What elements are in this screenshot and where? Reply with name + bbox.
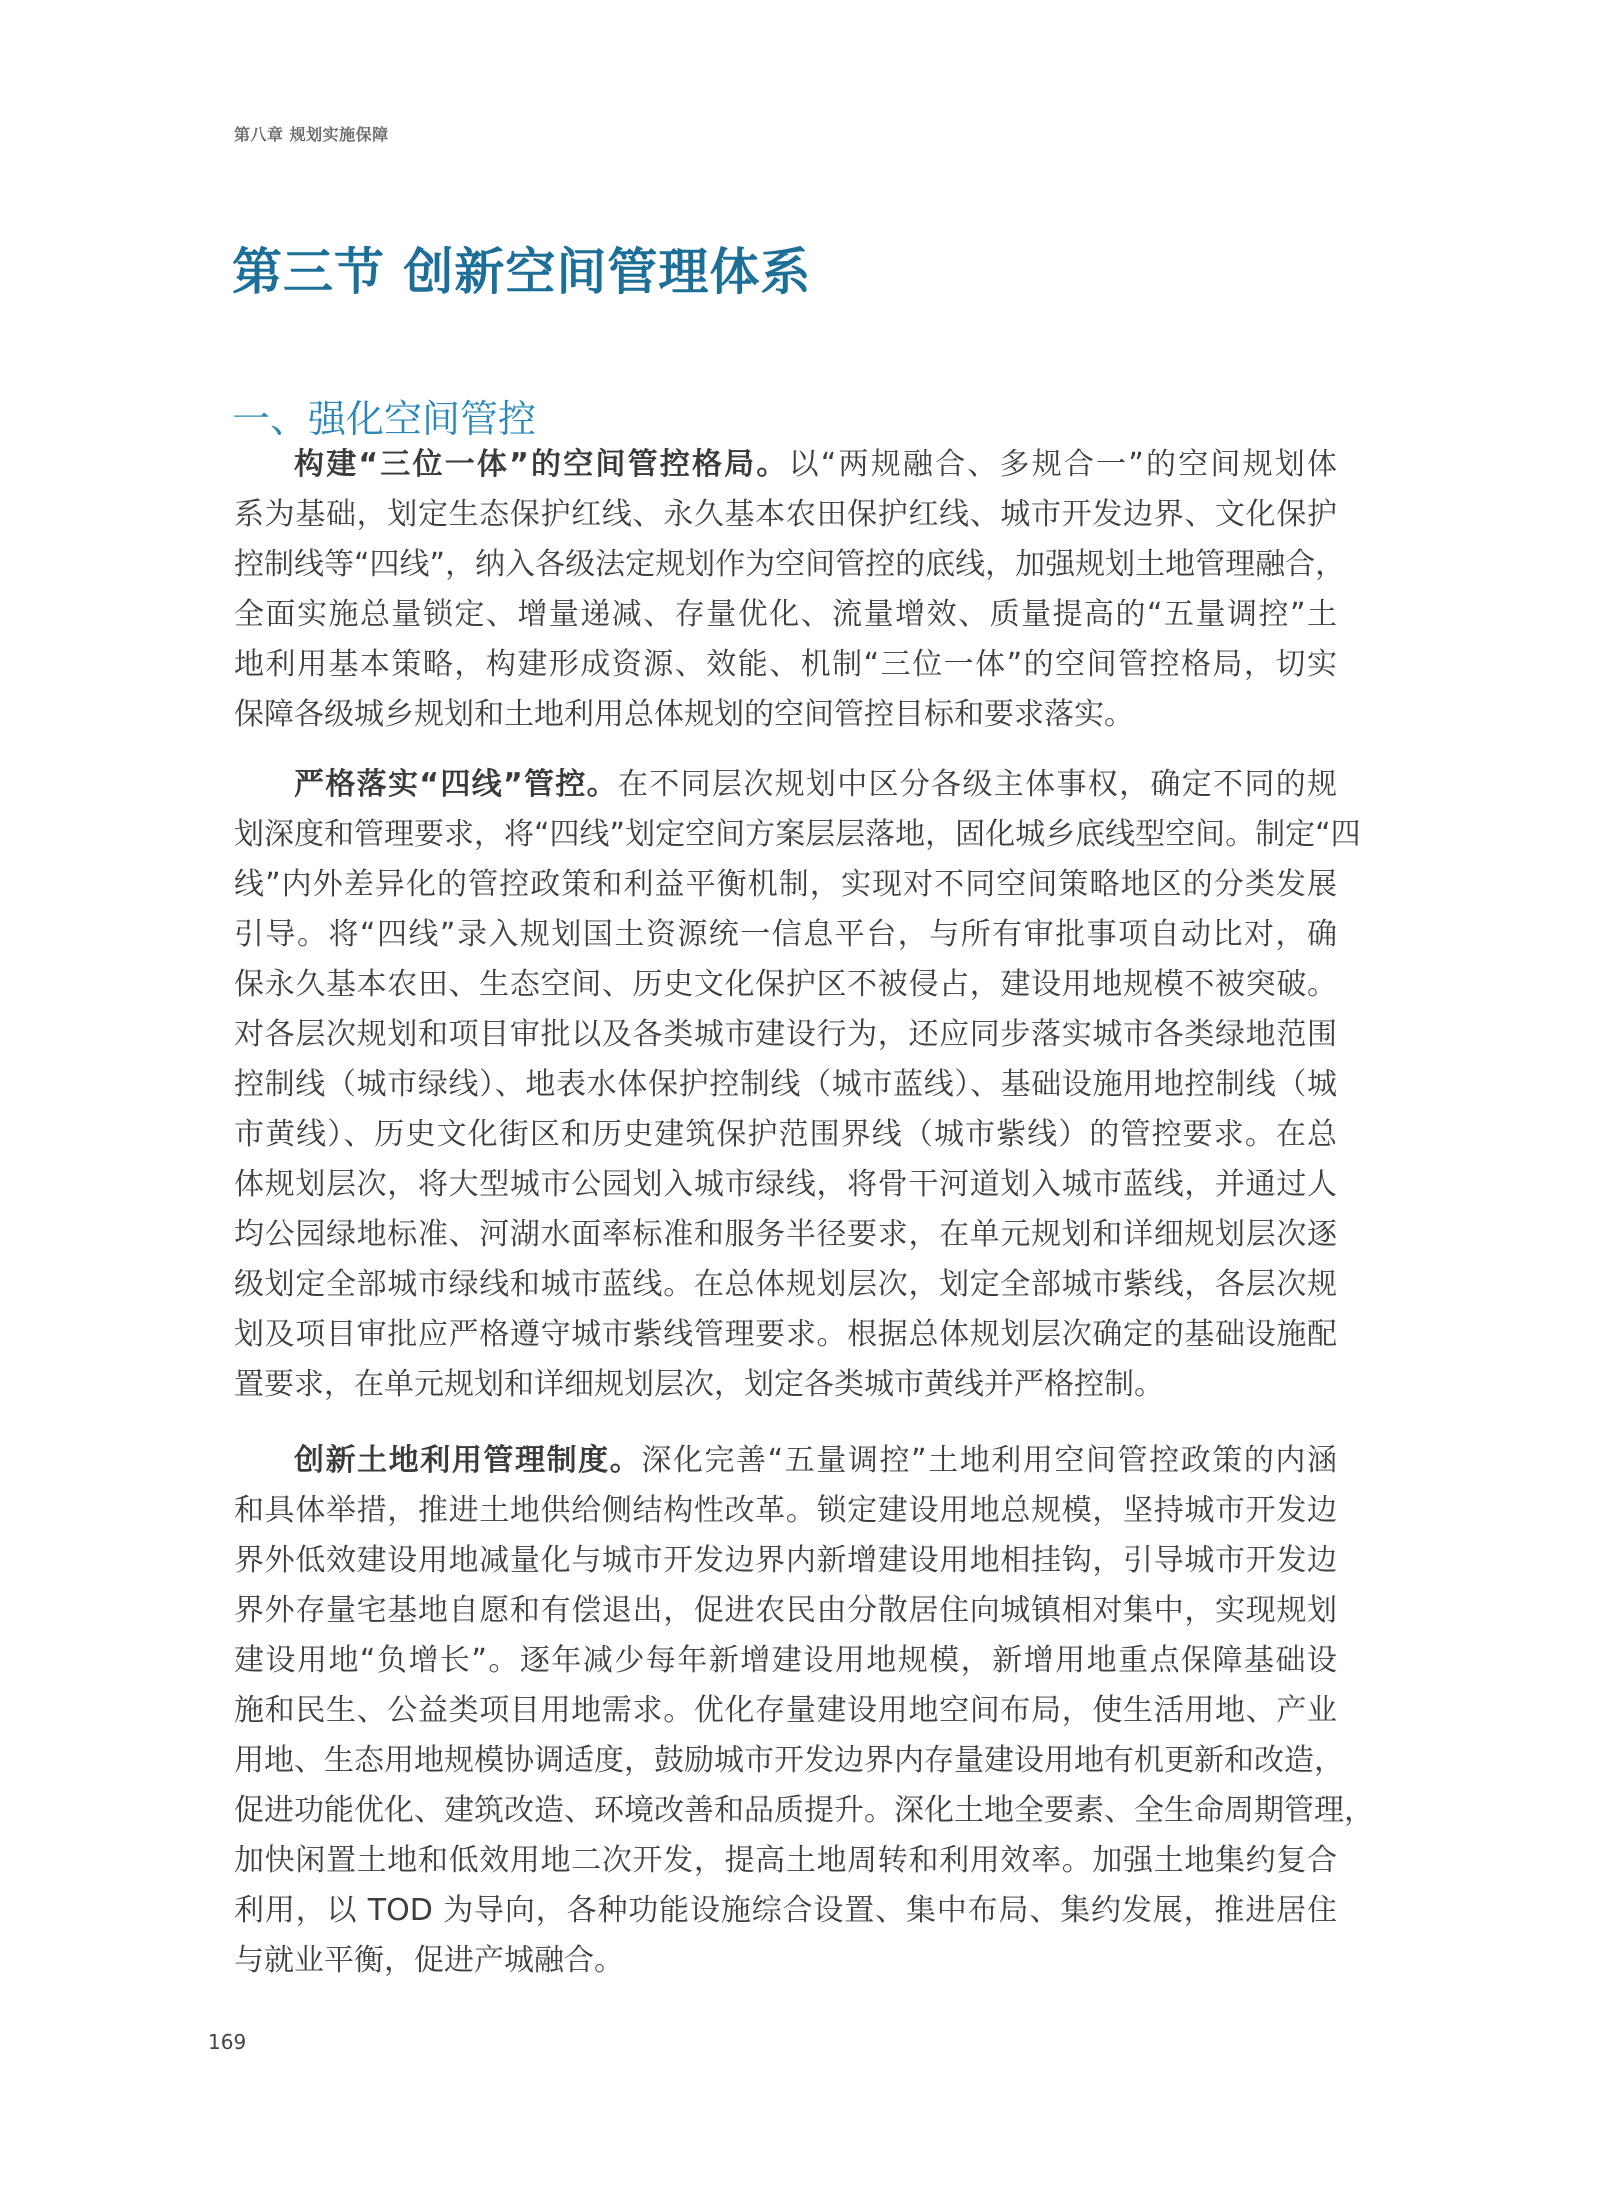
paragraph-line: 级划定全部城市绿线和城市蓝线。在总体规划层次，划定全部城市紫线，各层次规 — [234, 1267, 1337, 1302]
paragraph-line — [234, 760, 1337, 810]
paragraph-line: 地利用基本策略，构建形成资源、效能、机制“三位一体”的空间管控格局，切实 — [234, 647, 1337, 682]
paragraph-line: 与就业平衡，促进产城融合。 — [234, 1943, 624, 1978]
paragraph-3 — [234, 1436, 1374, 1986]
paragraph-line: 加快闲置土地和低效用地二次开发，提高土地周转和利用效率。加强土地集约复合 — [234, 1843, 1337, 1878]
paragraph-text: 以“两规融合、多规合一”的空间规划体 — [788, 447, 1337, 482]
paragraph-lead: 严格落实“四线”管控。 — [294, 767, 618, 802]
paragraph-line: 全面实施总量锁定、增量递减、存量优化、流量增效、质量提高的“五量调控”土 — [234, 597, 1337, 632]
subheading: 一、强化空间管控 — [232, 397, 537, 441]
paragraph-line — [234, 1436, 1337, 1486]
paragraph-lead: 创新土地利用管理制度。 — [294, 1443, 642, 1478]
paragraph-lead: 构建“三位一体”的空间管控格局。 — [294, 447, 789, 482]
running-head: 第八章 规划实施保障 — [234, 125, 389, 144]
paragraph-text: 深化完善“五量调控”土地利用空间管控政策的内涵 — [641, 1443, 1338, 1478]
paragraph-line: 对各层次规划和项目审批以及各类城市建设行为，还应同步落实城市各类绿地范围 — [234, 1017, 1337, 1052]
paragraph-line: 和具体举措，推进土地供给侧结构性改革。锁定建设用地总规模，坚持城市开发边 — [234, 1493, 1337, 1528]
paragraph-line: 控制线等“四线”，纳入各级法定规划作为空间管控的底线，加强规划土地管理融合， — [234, 547, 1346, 582]
paragraph-line: 施和民生、公益类项目用地需求。优化存量建设用地空间布局，使生活用地、产业 — [234, 1693, 1337, 1728]
paragraph-line: 保永久基本农田、生态空间、历史文化保护区不被侵占，建设用地规模不被突破。 — [234, 967, 1337, 1002]
paragraph-line: 利用，以 TOD 为导向，各种功能设施综合设置、集中布局、集约发展，推进居住 — [234, 1893, 1337, 1928]
paragraph-line: 市黄线）、历史文化街区和历史建筑保护范围界线（城市紫线）的管控要求。在总 — [234, 1117, 1337, 1152]
paragraph-line: 体规划层次，将大型城市公园划入城市绿线，将骨干河道划入城市蓝线，并通过人 — [234, 1167, 1337, 1202]
paragraph-line: 建设用地“负增长”。逐年减少每年新增建设用地规模，新增用地重点保障基础设 — [234, 1643, 1337, 1678]
paragraph-line: 用地、生态用地规模协调适度，鼓励城市开发边界内存量建设用地有机更新和改造， — [234, 1743, 1344, 1778]
paragraph-line: 均公园绿地标准、河湖水面率标准和服务半径要求，在单元规划和详细规划层次逐 — [234, 1217, 1337, 1252]
section-title: 第三节 创新空间管理体系 — [232, 243, 812, 301]
paragraph-text: 在不同层次规划中区分各级主体事权，确定不同的规 — [617, 767, 1338, 802]
page-number: 169 — [208, 2030, 247, 2054]
paragraph-1 — [234, 440, 1346, 740]
paragraph-line: 线”内外差异化的管控政策和利益平衡机制，实现对不同空间策略地区的分类发展 — [234, 867, 1337, 902]
paragraph-line: 促进功能优化、建筑改造、环境改善和品质提升。深化土地全要素、全生命周期管理， — [234, 1793, 1374, 1828]
paragraph-line: 系为基础，划定生态保护红线、永久基本农田保护红线、城市开发边界、文化保护 — [234, 497, 1337, 532]
paragraph-line — [234, 440, 1337, 490]
paragraph-line: 划及项目审批应严格遵守城市紫线管理要求。根据总体规划层次确定的基础设施配 — [234, 1317, 1337, 1352]
paragraph-line: 引导。将“四线”录入规划国土资源统一信息平台，与所有审批事项自动比对，确 — [234, 917, 1337, 952]
paragraph-2 — [234, 760, 1361, 1410]
paragraph-line: 划深度和管理要求，将“四线”划定空间方案层层落地，固化城乡底线型空间。制定“四 — [234, 817, 1361, 852]
paragraph-line: 控制线（城市绿线）、地表水体保护控制线（城市蓝线）、基础设施用地控制线（城 — [234, 1067, 1337, 1102]
paragraph-line: 界外低效建设用地减量化与城市开发边界内新增建设用地相挂钩，引导城市开发边 — [234, 1543, 1337, 1578]
paragraph-line: 置要求，在单元规划和详细规划层次，划定各类城市黄线并严格控制。 — [234, 1367, 1164, 1402]
paragraph-line: 界外存量宅基地自愿和有偿退出，促进农民由分散居住向城镇相对集中，实现规划 — [234, 1593, 1337, 1628]
paragraph-line: 保障各级城乡规划和土地利用总体规划的空间管控目标和要求落实。 — [234, 697, 1134, 732]
